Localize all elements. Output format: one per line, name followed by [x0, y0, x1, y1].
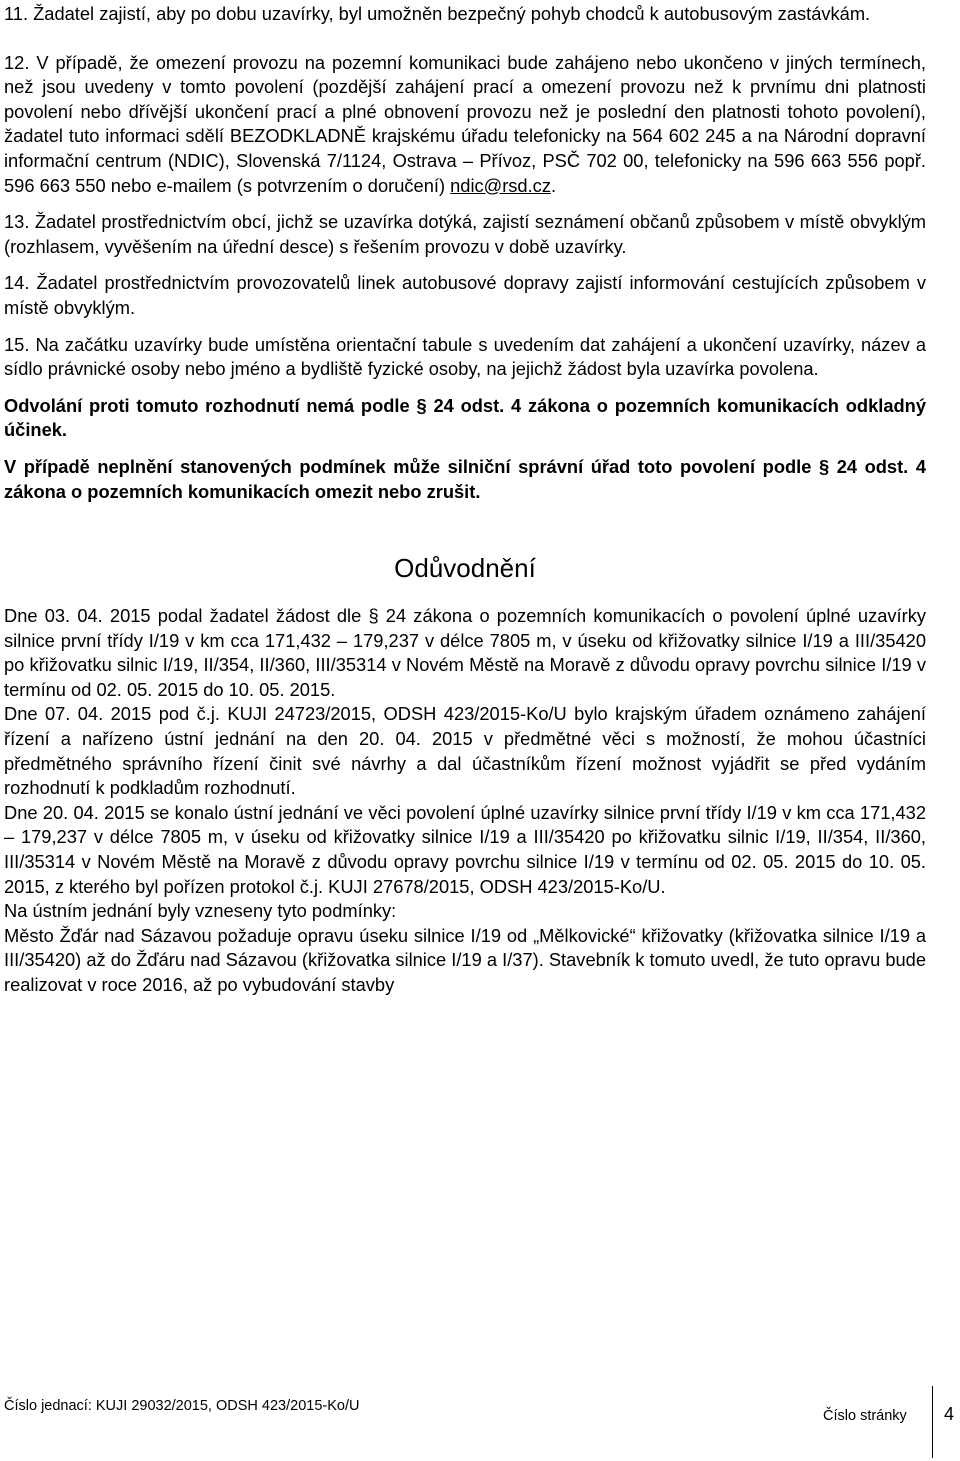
reasoning-paragraph-3: Dne 20. 04. 2015 se konalo ústní jednání ve věci povolení úplné uzavírky silnice první třídy I/19 v km cca 171,432 – 179,237 v délce 7805 m, v úseku od křižovatky silnice I/19 a III/35420 po křižovatku silnic I/19, II/354, II/360, III/35314 v Novém Městě na Moravě z důvodu opravy povrchu silnice I/19 v termínu od 02. 05. 2015 do 10. 05. 2015, z kterého byl pořízen protokol č.j. KUJI 27678/2015, ODSH 423/2015-Ko/U.	[4, 801, 926, 897]
condition-12-text: 12. V případě, že omezení provozu na pozemní komunikaci bude zahájeno nebo ukončeno v jiných termínech, než jsou uvedeny v tomto povolení (pozdější zahájení prací a omezení provozu než k prvnímu dni platnosti povolení nebo dřívější ukončení prací a plné obnovení provozu než je poslední den platnosti tohoto povolení), žadatel tuto informaci sdělí BEZODKLADNĚ krajskému úřadu telefonicky na 564 602 245 a na Národní dopravní informační centrum (NDIC), Slovenská 7/1124, Ostrava – Přívoz, PSČ 702 00, telefonicky na 596 663 556 popř. 596 663 550 nebo e-mailem (s potvrzením o doručení)	[4, 51, 926, 196]
reference-number: Číslo jednací: KUJI 29032/2015, ODSH 423/2015-Ko/U	[4, 1398, 360, 1414]
page-number: 4	[944, 1404, 955, 1424]
cancellation-notice: V případě neplnění stanovených podmínek může silniční správní úřad toto povolení podle § 24 odst. 4 zákona o pozemních komunikacích omezit nebo zrušit.	[4, 455, 926, 502]
email-link[interactable]: ndic@rsd.cz	[450, 174, 551, 196]
condition-12-end: .	[550, 174, 557, 196]
condition-13: 13. Žadatel prostřednictvím obcí, jichž se uzavírka dotýká, zajistí seznámení občanů způsobem v místě obvyklým (rozhlasem, vyvěšením na úřední desce) s řešením provozu v době uzavírky.	[4, 211, 926, 257]
condition-11: 11. Žadatel zajistí, aby po dobu uzavírky, byl umožněn bezpečný pohyb chodců k autobusovým zastávkám.	[4, 3, 871, 24]
condition-15: 15. Na začátku uzavírky bude umístěna orientační tabule s uvedením dat zahájení a ukončení uzavírky, název a sídlo právnické osoby nebo jméno a bydliště fyzické osoby, na jejichž žádost byla uzavírka povolena.	[4, 333, 926, 380]
footer-divider	[932, 1386, 933, 1458]
page-label: Číslo stránky	[823, 1408, 907, 1424]
appeal-notice: Odvolání proti tomuto rozhodnutí nemá podle § 24 odst. 4 zákona o pozemních komunikacích odkladný účinek.	[4, 394, 926, 441]
page-footer	[4, 1386, 956, 1456]
reasoning-paragraph-4: Na ústním jednání byly vzneseny tyto podmínky:	[4, 900, 397, 922]
reasoning-paragraph-1: Dne 03. 04. 2015 podal žadatel žádost dle § 24 zákona o pozemních komunikacích o povolení úplné uzavírky silnice první třídy I/19 v km cca 171,432 – 179,237 v délce 7805 m, v úseku od křižovatky silnice I/19 a III/35420 po křižovatku silnic I/19, II/354, II/360, III/35314 v Novém Městě na Moravě z důvodu opravy povrchu silnice I/19 v termínu od 02. 05. 2015 do 10. 05. 2015.	[4, 605, 926, 700]
section-heading: Odůvodnění	[394, 553, 536, 584]
reasoning-paragraph-5: Město Žďár nad Sázavou požaduje opravu úseku silnice I/19 od „Mělkovické“ křižovatky (křižovatka silnice I/19 a III/35420) až do Žďáru nad Sázavou (křižovatka silnice I/19 a I/37). Stavebník k tomuto uvedl, že tuto opravu bude realizovat v roce 2016, až po vybudování stavby	[4, 924, 926, 995]
reasoning-paragraph-2: Dne 07. 04. 2015 pod č.j. KUJI 24723/2015, ODSH 423/2015-Ko/U bylo krajským úřadem oznámeno zahájení řízení a nařízeno ústní jednání na den 20. 04. 2015 v předmětné věci s možností, že mohou účastníci předmětného správního řízení činit své návrhy a dal účastníkům řízení možnost vyjádřit se před vydáním rozhodnutí k podkladům rozhodnutí.	[4, 703, 926, 799]
condition-14: 14. Žadatel prostřednictvím provozovatelů linek autobusové dopravy zajistí informování cestujících způsobem v místě obvyklým.	[4, 272, 926, 318]
document-page	[4, 2, 926, 998]
condition-12	[4, 51, 926, 199]
